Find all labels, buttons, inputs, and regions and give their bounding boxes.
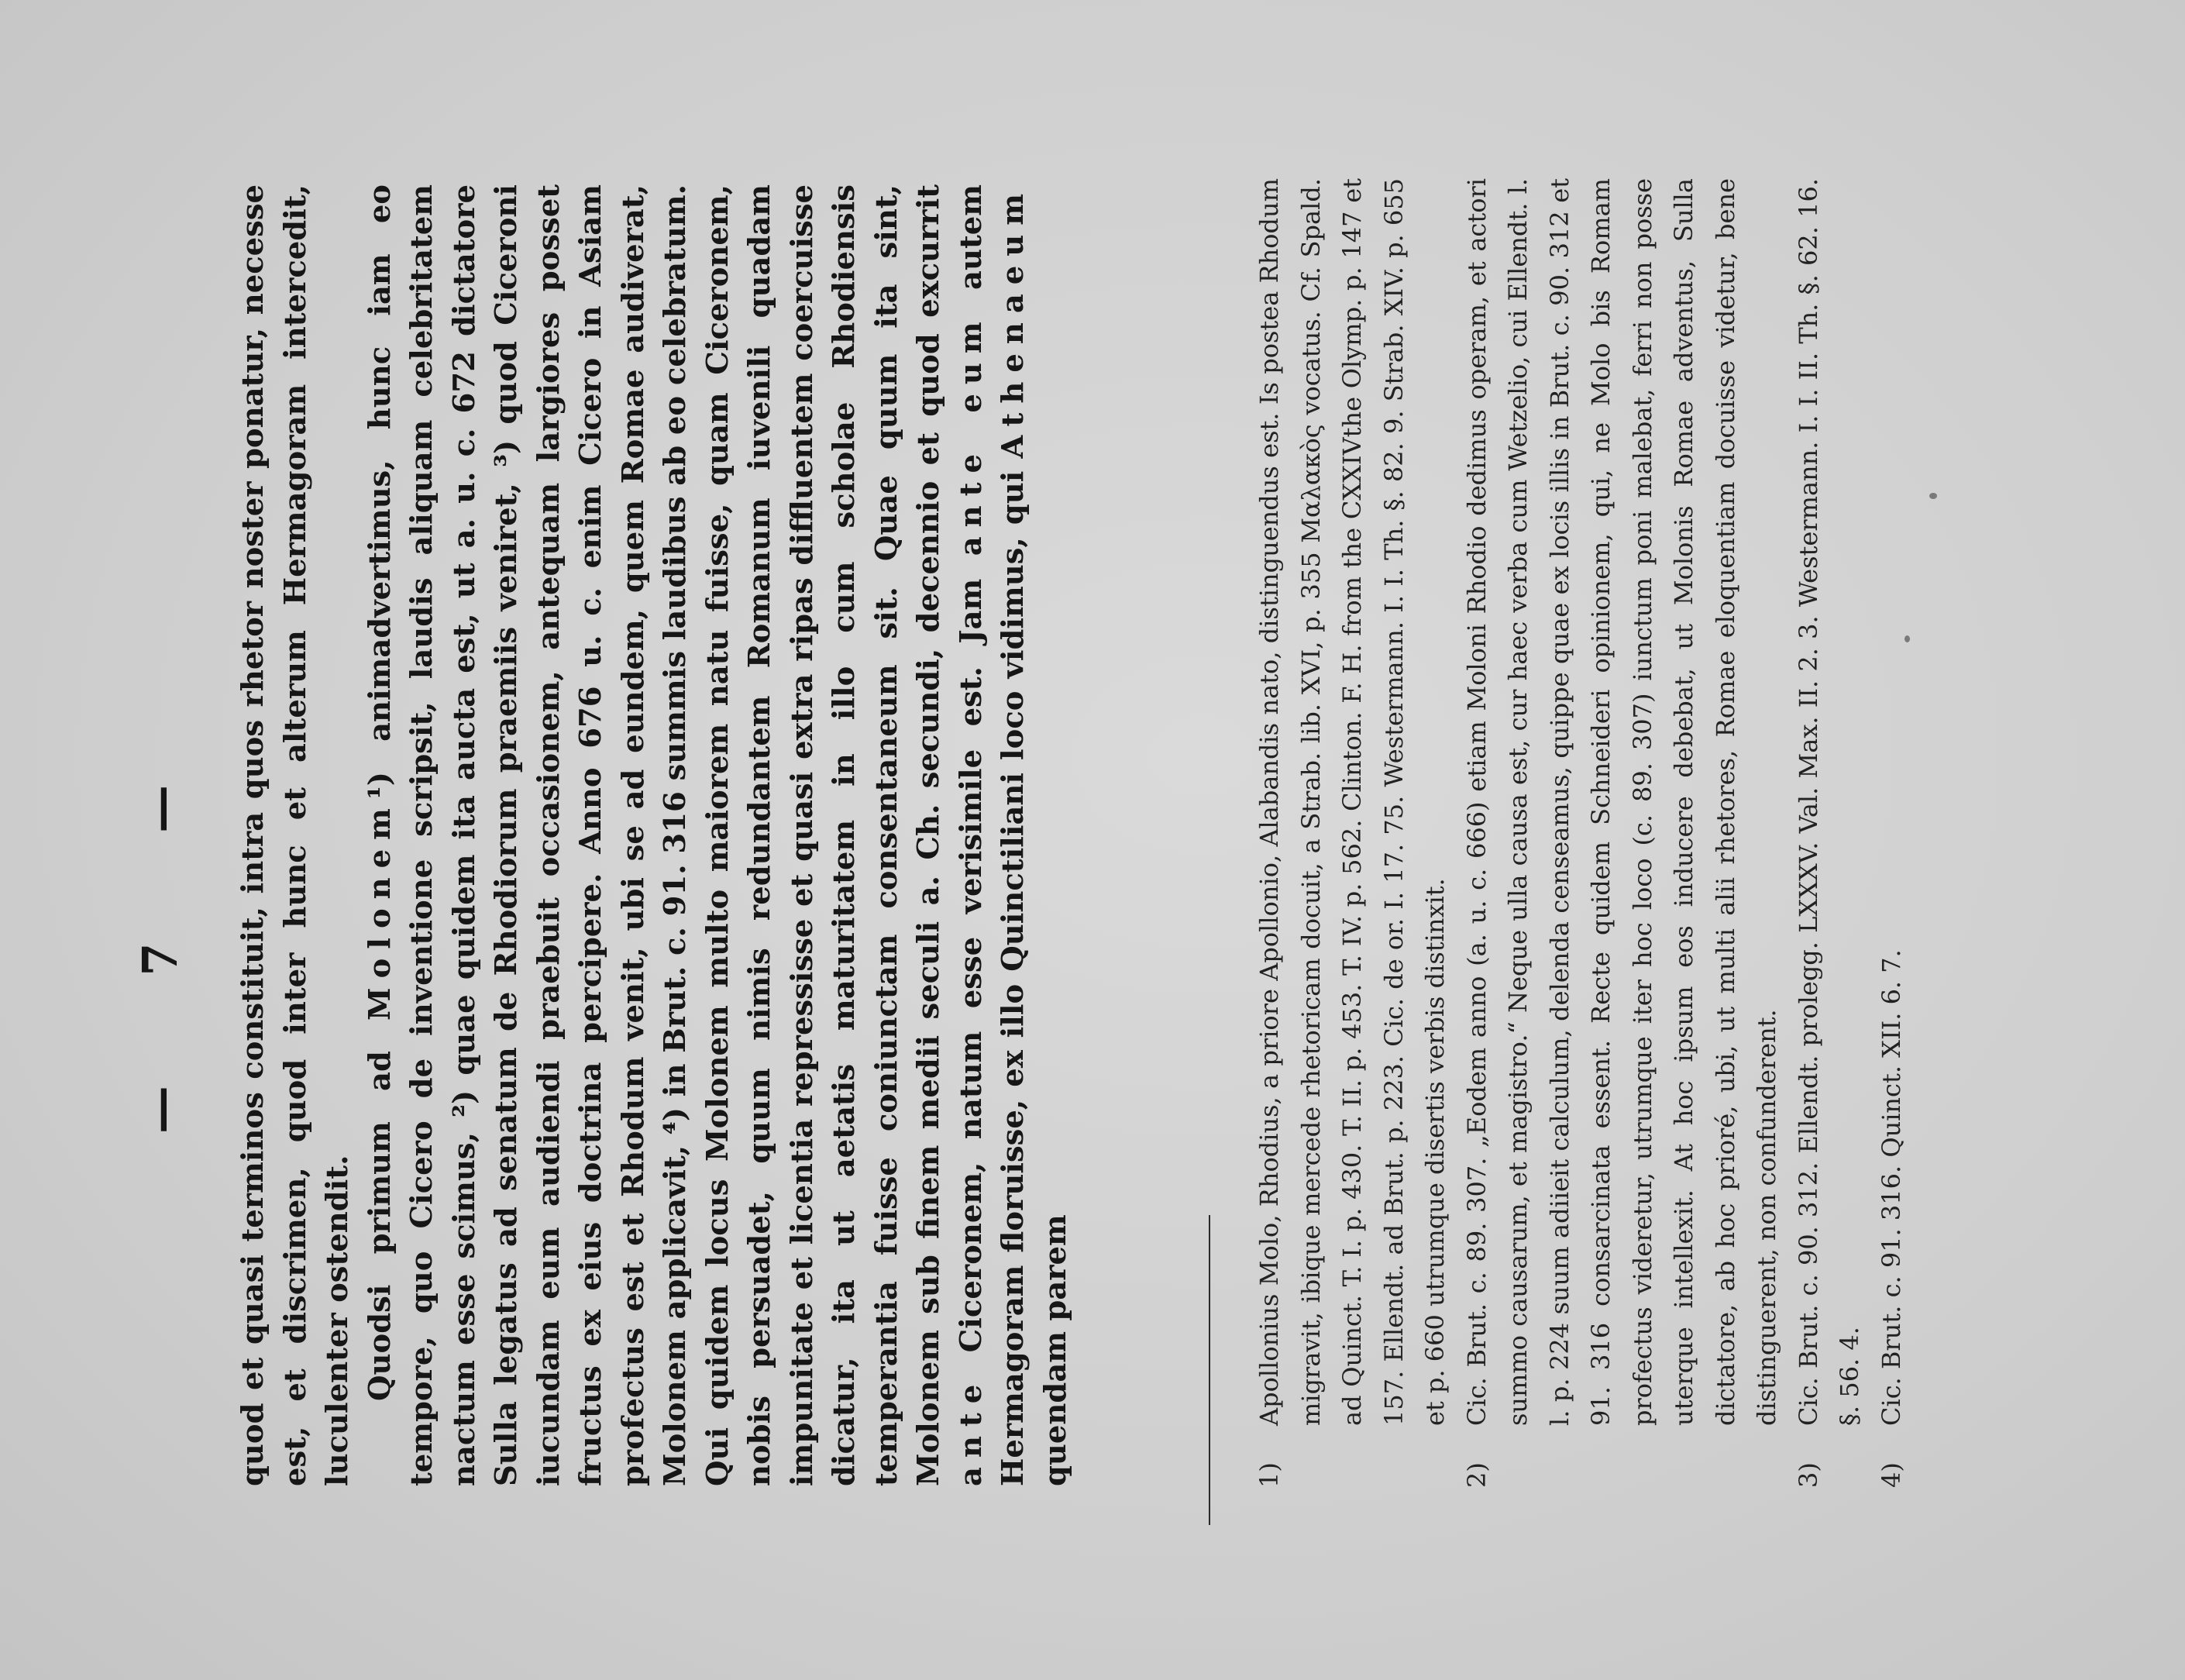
footnote-text: Cic. Brut. c. 90. 312. Ellendt. prolegg. LXXXV. Val. Max. II. 2. 3. Westermann. I. I. II. Th. §. 62. 16. §. 56. 4. xyxy=(1793,178,1864,1426)
footnote xyxy=(1871,178,1913,1488)
text-segment: Ciceronem, natum esse verisimile est. Jam xyxy=(953,556,989,1375)
text-segment: autem Hermagoram floruisse, ex illo Quinctiliani loco vidimus, qui xyxy=(953,184,1031,1486)
footnote-text: Apollonius Molo, Rhodius, a priore Apollonio, Alabandis nato, distinguendus est. Is postea Rhodum migravit, ibique mercede rhetoricam docuit, a Strab. lib. XVI, p. 355 Μαλακὸς vocatus. Cf. Spald. ad Quinct. T. I. p. 430. T. II. p. 453. T. IV. p. 562. Clinton. F. H. from the CXXIVthe Olymp. p. 147 et 157. Ellendt. ad Brut. p. 223. Cic. de or. I. 17. 75. Westermann. I. I. Th. §. 82. 9. Strab. XIV. p. 655 et p. 660 utrumque disertis verbis distinxit. xyxy=(1254,178,1450,1426)
spaced-name-molonem: Molonem xyxy=(362,799,397,1021)
page-number: — 7 — xyxy=(132,738,188,1134)
footnote-number: 2) xyxy=(1461,1462,1492,1488)
paragraph-molon xyxy=(360,184,1078,1486)
spaced-word-ante: ante xyxy=(953,1375,989,1486)
spaced-words-ante-eum: ante eum xyxy=(953,312,989,556)
footnote-number: 4) xyxy=(1876,1462,1906,1488)
footnote-text: Cic. Brut. c. 91. 316. Quinct. XII. 6. 7. xyxy=(1876,949,1906,1426)
footnote-number: 1) xyxy=(1254,1462,1284,1488)
footnote xyxy=(1457,178,1788,1488)
footnote-number: 3) xyxy=(1793,1462,1823,1488)
spaced-name-athenaeum: Athenaeum xyxy=(996,184,1031,459)
text-segment: Quodsi primum ad xyxy=(362,1020,397,1401)
footnote xyxy=(1249,178,1457,1488)
paragraph-continuation: quod et quasi terminos constituit, intra quos rhetor noster ponatur, necesse est, et discrimen, quod inter hunc et alterum Hermagoram intercedit, luculenter ostendit. xyxy=(236,184,355,1486)
footnote-rule xyxy=(1209,1215,1210,1525)
footnotes xyxy=(1249,178,1912,1488)
footnote xyxy=(1788,178,1871,1488)
text-segment: ¹) animadvertimus, hunc iam eo tempore, quo Cicero de inventione scripsit, laudis aliquam celebritatem nactum esse scimus, ²) quae quidem ita aucta est, ut a. u. c. 672 dictatore Sulla legatus ad senatum de Rhodiorum praemiis veniret, ³) quod Ciceroni iucundam eum audiendi praebuit occasionem, antequam largiores posset fructus ex eius doctrina percipere. Anno 676 u. c. enim Cicero in Asiam profectus est et Rhodum venit, ubi se ad eundem, quem Romae audiverat, Molonem applicavit, ⁴) in Brut. c. 91. 316 summis laudibus ab eo celebratum. Qui quidem locus Molonem multo maiorem natu fuisse, quam Ciceronem, nobis persuadet, quum nimis redundantem Romanum iuvenili quadam impunitate et licentia repressisse et quasi extra ripas diffluentem coercuisse dicatur, ita ut aetatis maturitatem in illo cum scholae Rhodiensis temperantia fuisse coniunctam consentaneum sit. Quae quum ita sint, Molonem sub finem medii seculi a. Ch. secundi, decennio et quod excurrit xyxy=(362,184,946,1486)
text-segment: quendam parem xyxy=(1037,1214,1073,1486)
main-text xyxy=(232,184,1077,1486)
footnote-text: Cic. Brut. c. 89. 307. „Eodem anno (a. u. c. 666) etiam Moloni Rhodio dedimus operam, et actori summo causarum, et magistro.“ Neque ulla causa est, cur haec verba cum Wetzelio, cui Ellendt. l. l. p. 224 suum adiieit calculum, delenda censeamus, quippe quae ex locis illis in Brut. c. 90. 312 et 91. 316 consarcinata essent. Recte quidem Schneideri opinionem, qui, ne Molo bis Romam profectus videretur, utrumque iter hoc loco (c. 89. 307) iunctum poni malebat, ferri non posse uterque intellexit. At hoc ipsum eos inducere debebat, ut Molonis Romae adventus, Sulla dictatore, ab hoc prioré, ubi, ut multi alii rhetores, Romae eloquentiam docuisse videtur, bene distinguerent, non confunderent. xyxy=(1461,178,1781,1426)
